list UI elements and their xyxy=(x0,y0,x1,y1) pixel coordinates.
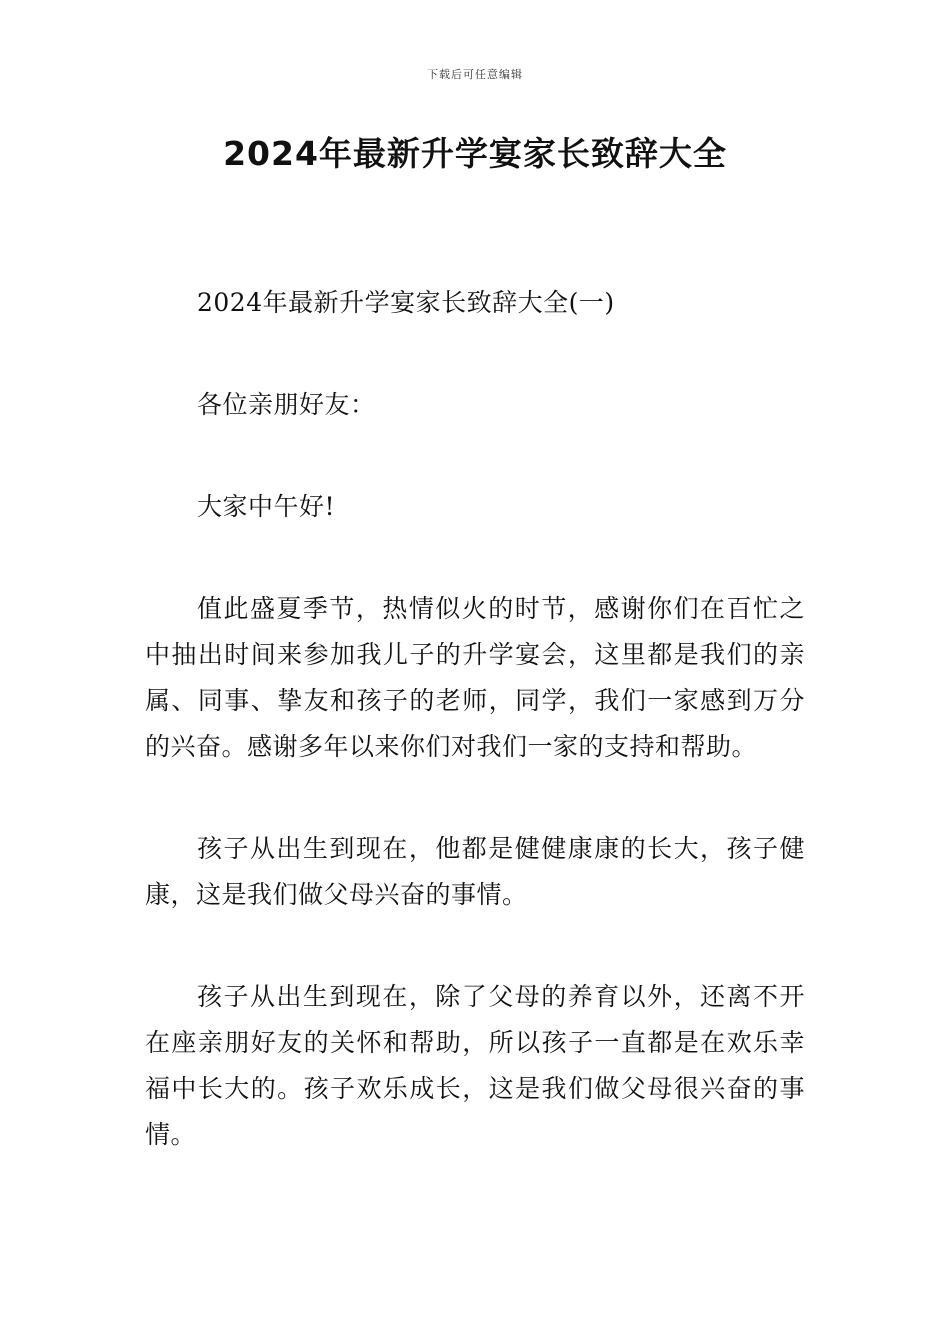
salutation: 各位亲朋好友： xyxy=(197,390,376,419)
body-paragraph: 孩子从出生到现在，他都是健健康康的长大，孩子健康，这是我们做父母兴奋的事情。 xyxy=(145,834,805,909)
header-note: 下载后可任意编辑 xyxy=(427,68,523,81)
body-paragraph: 孩子从出生到现在，除了父母的养育以外，还离不开在座亲朋好友的关怀和帮助，所以孩子一直都是在欢乐幸福中长大的。孩子欢乐成长，这是我们做父母很兴奋的事情。 xyxy=(145,982,805,1149)
document-title: 2024年最新升学宴家长致辞大全 xyxy=(223,134,727,173)
body-paragraph: 值此盛夏季节，热情似火的时节，感谢你们在百忙之中抽出时间来参加我儿子的升学宴会，这里都是我们的亲属、同事、挚友和孩子的老师，同学，我们一家感到万分的兴奋。感谢多年以来你们对我们一家的支持和帮助。 xyxy=(145,594,805,761)
greeting: 大家中午好! xyxy=(197,492,336,521)
document-body xyxy=(145,280,805,1214)
section-heading: 2024年最新升学宴家长致辞大全(一) xyxy=(197,288,615,317)
